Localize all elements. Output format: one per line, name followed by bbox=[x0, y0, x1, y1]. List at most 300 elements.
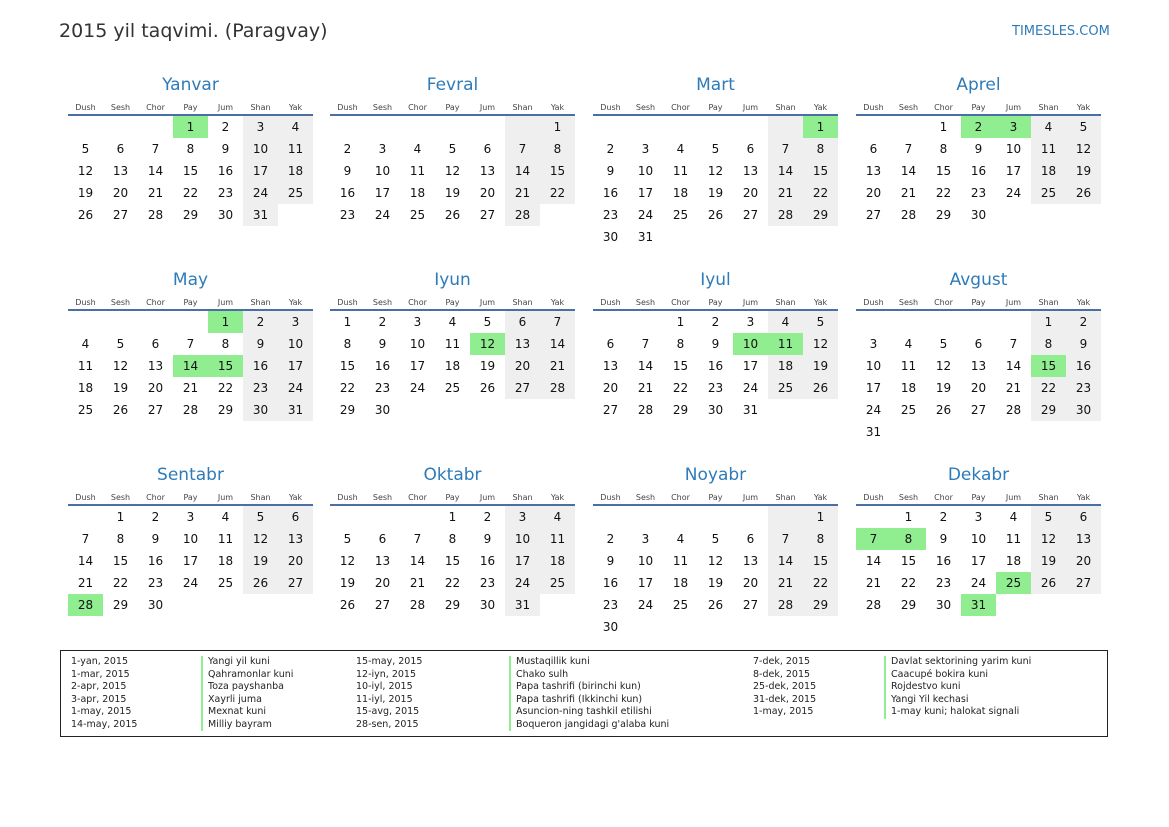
day-cell[interactable]: 14 bbox=[768, 550, 803, 572]
day-cell[interactable]: 17 bbox=[865, 381, 882, 395]
day-cell[interactable]: 30 bbox=[479, 598, 496, 612]
day-cell[interactable]: 9 bbox=[939, 532, 948, 546]
day-cell[interactable]: 1 bbox=[803, 116, 838, 138]
day-cell[interactable]: 4 bbox=[676, 142, 685, 156]
day-cell[interactable]: 19 bbox=[339, 576, 356, 590]
day-cell[interactable]: 10 bbox=[505, 528, 540, 550]
day-cell[interactable]: 20 bbox=[505, 355, 540, 377]
day-cell[interactable]: 18 bbox=[1005, 554, 1022, 568]
day-cell[interactable]: 11 bbox=[672, 164, 689, 178]
day-cell[interactable]: 13 bbox=[278, 528, 313, 550]
day-cell[interactable]: 21 bbox=[409, 576, 426, 590]
day-cell[interactable]: 3 bbox=[378, 142, 387, 156]
day-cell[interactable]: 1 bbox=[173, 116, 208, 138]
day-cell[interactable]: 2 bbox=[711, 315, 720, 329]
day-cell[interactable]: 27 bbox=[742, 208, 759, 222]
day-cell[interactable]: 24 bbox=[374, 208, 391, 222]
day-cell[interactable]: 5 bbox=[343, 532, 352, 546]
day-cell[interactable]: 6 bbox=[606, 337, 615, 351]
day-cell[interactable]: 6 bbox=[378, 532, 387, 546]
day-cell[interactable]: 12 bbox=[803, 333, 838, 355]
day-cell[interactable]: 23 bbox=[602, 208, 619, 222]
day-cell[interactable]: 28 bbox=[865, 598, 882, 612]
day-cell[interactable]: 1 bbox=[904, 510, 913, 524]
day-cell[interactable]: 1 bbox=[448, 510, 457, 524]
day-cell[interactable]: 27 bbox=[970, 403, 987, 417]
day-cell[interactable]: 21 bbox=[505, 182, 540, 204]
day-cell[interactable]: 23 bbox=[602, 598, 619, 612]
day-cell[interactable]: 19 bbox=[444, 186, 461, 200]
day-cell[interactable]: 9 bbox=[343, 164, 352, 178]
day-cell[interactable]: 20 bbox=[970, 381, 987, 395]
day-cell[interactable]: 2 bbox=[243, 311, 278, 333]
day-cell[interactable]: 25 bbox=[540, 572, 575, 594]
day-cell[interactable]: 15 bbox=[935, 164, 952, 178]
day-cell[interactable]: 16 bbox=[479, 554, 496, 568]
day-cell[interactable]: 21 bbox=[768, 182, 803, 204]
day-cell[interactable]: 25 bbox=[217, 576, 234, 590]
day-cell[interactable]: 5 bbox=[939, 337, 948, 351]
day-cell[interactable]: 6 bbox=[1066, 506, 1101, 528]
day-cell[interactable]: 16 bbox=[1066, 355, 1101, 377]
day-cell[interactable]: 17 bbox=[409, 359, 426, 373]
day-cell[interactable]: 7 bbox=[186, 337, 195, 351]
day-cell[interactable]: 13 bbox=[865, 164, 882, 178]
day-cell[interactable]: 3 bbox=[996, 116, 1031, 138]
day-cell[interactable]: 28 bbox=[182, 403, 199, 417]
day-cell[interactable]: 18 bbox=[444, 359, 461, 373]
day-cell[interactable]: 13 bbox=[970, 359, 987, 373]
day-cell[interactable]: 18 bbox=[672, 576, 689, 590]
day-cell[interactable]: 15 bbox=[444, 554, 461, 568]
day-cell[interactable]: 14 bbox=[409, 554, 426, 568]
day-cell[interactable]: 4 bbox=[768, 311, 803, 333]
day-cell[interactable]: 14 bbox=[77, 554, 94, 568]
day-cell[interactable]: 8 bbox=[891, 528, 926, 550]
day-cell[interactable]: 8 bbox=[803, 528, 838, 550]
day-cell[interactable]: 20 bbox=[602, 381, 619, 395]
day-cell[interactable]: 3 bbox=[641, 142, 650, 156]
day-cell[interactable]: 9 bbox=[378, 337, 387, 351]
day-cell[interactable]: 16 bbox=[339, 186, 356, 200]
day-cell[interactable]: 4 bbox=[904, 337, 913, 351]
day-cell[interactable]: 15 bbox=[900, 554, 917, 568]
day-cell[interactable]: 1 bbox=[1031, 311, 1066, 333]
day-cell[interactable]: 8 bbox=[676, 337, 685, 351]
day-cell[interactable]: 30 bbox=[374, 403, 391, 417]
day-cell[interactable]: 22 bbox=[112, 576, 129, 590]
day-cell[interactable]: 27 bbox=[742, 598, 759, 612]
day-cell[interactable]: 9 bbox=[1066, 333, 1101, 355]
day-cell[interactable]: 31 bbox=[742, 403, 759, 417]
day-cell[interactable]: 7 bbox=[540, 311, 575, 333]
day-cell[interactable]: 2 bbox=[939, 510, 948, 524]
day-cell[interactable]: 9 bbox=[221, 142, 230, 156]
day-cell[interactable]: 6 bbox=[869, 142, 878, 156]
day-cell[interactable]: 23 bbox=[707, 381, 724, 395]
day-cell[interactable]: 29 bbox=[444, 598, 461, 612]
day-cell[interactable]: 27 bbox=[865, 208, 882, 222]
day-cell[interactable]: 7 bbox=[904, 142, 913, 156]
day-cell[interactable]: 30 bbox=[147, 598, 164, 612]
day-cell[interactable]: 9 bbox=[974, 142, 983, 156]
day-cell[interactable]: 20 bbox=[112, 186, 129, 200]
day-cell[interactable]: 21 bbox=[865, 576, 882, 590]
day-cell[interactable]: 8 bbox=[803, 138, 838, 160]
day-cell[interactable]: 10 bbox=[865, 359, 882, 373]
day-cell[interactable]: 3 bbox=[413, 315, 422, 329]
day-cell[interactable]: 21 bbox=[540, 355, 575, 377]
day-cell[interactable]: 20 bbox=[479, 186, 496, 200]
day-cell[interactable]: 8 bbox=[448, 532, 457, 546]
day-cell[interactable]: 19 bbox=[1066, 160, 1101, 182]
day-cell[interactable]: 28 bbox=[1005, 403, 1022, 417]
day-cell[interactable]: 27 bbox=[1066, 572, 1101, 594]
day-cell[interactable]: 13 bbox=[602, 359, 619, 373]
day-cell[interactable]: 12 bbox=[1066, 138, 1101, 160]
day-cell[interactable]: 16 bbox=[217, 164, 234, 178]
day-cell[interactable]: 16 bbox=[602, 186, 619, 200]
day-cell[interactable]: 20 bbox=[147, 381, 164, 395]
day-cell[interactable]: 26 bbox=[444, 208, 461, 222]
day-cell[interactable]: 10 bbox=[637, 164, 654, 178]
day-cell[interactable]: 17 bbox=[970, 554, 987, 568]
day-cell[interactable]: 22 bbox=[672, 381, 689, 395]
day-cell[interactable]: 26 bbox=[479, 381, 496, 395]
day-cell[interactable]: 29 bbox=[803, 594, 838, 616]
day-cell[interactable]: 17 bbox=[182, 554, 199, 568]
day-cell[interactable]: 1 bbox=[116, 510, 125, 524]
day-cell[interactable]: 8 bbox=[939, 142, 948, 156]
day-cell[interactable]: 12 bbox=[1031, 528, 1066, 550]
day-cell[interactable]: 6 bbox=[278, 506, 313, 528]
day-cell[interactable]: 1 bbox=[540, 116, 575, 138]
day-cell[interactable]: 5 bbox=[243, 506, 278, 528]
day-cell[interactable]: 5 bbox=[448, 142, 457, 156]
day-cell[interactable]: 7 bbox=[505, 138, 540, 160]
day-cell[interactable]: 10 bbox=[243, 138, 278, 160]
day-cell[interactable]: 19 bbox=[77, 186, 94, 200]
day-cell[interactable]: 5 bbox=[1066, 116, 1101, 138]
day-cell[interactable]: 16 bbox=[147, 554, 164, 568]
day-cell[interactable]: 2 bbox=[1066, 311, 1101, 333]
day-cell[interactable]: 30 bbox=[243, 399, 278, 421]
day-cell[interactable]: 2 bbox=[151, 510, 160, 524]
day-cell[interactable]: 9 bbox=[606, 554, 615, 568]
site-link[interactable]: TIMESLES.COM bbox=[1012, 24, 1110, 39]
day-cell[interactable]: 25 bbox=[1031, 182, 1066, 204]
day-cell[interactable]: 19 bbox=[1031, 550, 1066, 572]
day-cell[interactable]: 23 bbox=[147, 576, 164, 590]
day-cell[interactable]: 13 bbox=[1066, 528, 1101, 550]
day-cell[interactable]: 11 bbox=[444, 337, 461, 351]
day-cell[interactable]: 16 bbox=[374, 359, 391, 373]
day-cell[interactable]: 19 bbox=[479, 359, 496, 373]
day-cell[interactable]: 17 bbox=[1005, 164, 1022, 178]
day-cell[interactable]: 21 bbox=[77, 576, 94, 590]
day-cell[interactable]: 21 bbox=[1005, 381, 1022, 395]
day-cell[interactable]: 22 bbox=[540, 182, 575, 204]
day-cell[interactable]: 12 bbox=[707, 554, 724, 568]
day-cell[interactable]: 25 bbox=[768, 377, 803, 399]
day-cell[interactable]: 29 bbox=[112, 598, 129, 612]
day-cell[interactable]: 3 bbox=[641, 532, 650, 546]
day-cell[interactable]: 18 bbox=[77, 381, 94, 395]
day-cell[interactable]: 31 bbox=[505, 594, 540, 616]
day-cell[interactable]: 6 bbox=[746, 142, 755, 156]
day-cell[interactable]: 4 bbox=[1009, 510, 1018, 524]
day-cell[interactable]: 14 bbox=[173, 355, 208, 377]
day-cell[interactable]: 15 bbox=[672, 359, 689, 373]
day-cell[interactable]: 19 bbox=[935, 381, 952, 395]
day-cell[interactable]: 28 bbox=[68, 594, 103, 616]
day-cell[interactable]: 5 bbox=[803, 311, 838, 333]
day-cell[interactable]: 31 bbox=[278, 399, 313, 421]
day-cell[interactable]: 25 bbox=[409, 208, 426, 222]
day-cell[interactable]: 26 bbox=[112, 403, 129, 417]
day-cell[interactable]: 28 bbox=[147, 208, 164, 222]
day-cell[interactable]: 12 bbox=[77, 164, 94, 178]
day-cell[interactable]: 14 bbox=[865, 554, 882, 568]
day-cell[interactable]: 8 bbox=[221, 337, 230, 351]
day-cell[interactable]: 24 bbox=[278, 377, 313, 399]
day-cell[interactable]: 11 bbox=[768, 333, 803, 355]
day-cell[interactable]: 12 bbox=[444, 164, 461, 178]
day-cell[interactable]: 1 bbox=[676, 315, 685, 329]
day-cell[interactable]: 26 bbox=[707, 598, 724, 612]
day-cell[interactable]: 22 bbox=[339, 381, 356, 395]
day-cell[interactable]: 27 bbox=[278, 572, 313, 594]
day-cell[interactable]: 8 bbox=[343, 337, 352, 351]
day-cell[interactable]: 2 bbox=[606, 142, 615, 156]
day-cell[interactable]: 19 bbox=[707, 186, 724, 200]
day-cell[interactable]: 11 bbox=[217, 532, 234, 546]
day-cell[interactable]: 25 bbox=[900, 403, 917, 417]
day-cell[interactable]: 17 bbox=[742, 359, 759, 373]
day-cell[interactable]: 17 bbox=[243, 160, 278, 182]
day-cell[interactable]: 22 bbox=[444, 576, 461, 590]
day-cell[interactable]: 3 bbox=[869, 337, 878, 351]
day-cell[interactable]: 24 bbox=[182, 576, 199, 590]
day-cell[interactable]: 18 bbox=[900, 381, 917, 395]
day-cell[interactable]: 7 bbox=[151, 142, 160, 156]
day-cell[interactable]: 24 bbox=[637, 598, 654, 612]
day-cell[interactable]: 14 bbox=[637, 359, 654, 373]
day-cell[interactable]: 4 bbox=[81, 337, 90, 351]
day-cell[interactable]: 11 bbox=[409, 164, 426, 178]
day-cell[interactable]: 5 bbox=[711, 142, 720, 156]
day-cell[interactable]: 15 bbox=[803, 160, 838, 182]
day-cell[interactable]: 12 bbox=[707, 164, 724, 178]
day-cell[interactable]: 4 bbox=[448, 315, 457, 329]
day-cell[interactable]: 22 bbox=[217, 381, 234, 395]
day-cell[interactable]: 21 bbox=[637, 381, 654, 395]
day-cell[interactable]: 16 bbox=[707, 359, 724, 373]
day-cell[interactable]: 17 bbox=[637, 186, 654, 200]
day-cell[interactable]: 30 bbox=[970, 208, 987, 222]
day-cell[interactable]: 9 bbox=[711, 337, 720, 351]
day-cell[interactable]: 1 bbox=[939, 120, 948, 134]
day-cell[interactable]: 3 bbox=[746, 315, 755, 329]
day-cell[interactable]: 22 bbox=[803, 572, 838, 594]
day-cell[interactable]: 25 bbox=[672, 598, 689, 612]
day-cell[interactable]: 10 bbox=[409, 337, 426, 351]
day-cell[interactable]: 29 bbox=[217, 403, 234, 417]
day-cell[interactable]: 16 bbox=[970, 164, 987, 178]
day-cell[interactable]: 6 bbox=[483, 142, 492, 156]
day-cell[interactable]: 1 bbox=[208, 311, 243, 333]
day-cell[interactable]: 29 bbox=[803, 204, 838, 226]
day-cell[interactable]: 19 bbox=[243, 550, 278, 572]
day-cell[interactable]: 13 bbox=[742, 554, 759, 568]
day-cell[interactable]: 18 bbox=[278, 160, 313, 182]
day-cell[interactable]: 11 bbox=[1005, 532, 1022, 546]
day-cell[interactable]: 28 bbox=[768, 204, 803, 226]
day-cell[interactable]: 28 bbox=[637, 403, 654, 417]
day-cell[interactable]: 24 bbox=[505, 572, 540, 594]
day-cell[interactable]: 31 bbox=[961, 594, 996, 616]
day-cell[interactable]: 16 bbox=[602, 576, 619, 590]
day-cell[interactable]: 28 bbox=[768, 594, 803, 616]
day-cell[interactable]: 7 bbox=[768, 138, 803, 160]
day-cell[interactable]: 27 bbox=[112, 208, 129, 222]
day-cell[interactable]: 6 bbox=[116, 142, 125, 156]
day-cell[interactable]: 23 bbox=[243, 377, 278, 399]
day-cell[interactable]: 24 bbox=[1005, 186, 1022, 200]
day-cell[interactable]: 24 bbox=[742, 381, 759, 395]
day-cell[interactable]: 5 bbox=[116, 337, 125, 351]
day-cell[interactable]: 24 bbox=[970, 576, 987, 590]
day-cell[interactable]: 2 bbox=[221, 120, 230, 134]
day-cell[interactable]: 20 bbox=[742, 186, 759, 200]
day-cell[interactable]: 8 bbox=[116, 532, 125, 546]
day-cell[interactable]: 5 bbox=[1031, 506, 1066, 528]
day-cell[interactable]: 23 bbox=[479, 576, 496, 590]
day-cell[interactable]: 15 bbox=[540, 160, 575, 182]
day-cell[interactable]: 10 bbox=[970, 532, 987, 546]
day-cell[interactable]: 24 bbox=[243, 182, 278, 204]
day-cell[interactable]: 28 bbox=[540, 377, 575, 399]
day-cell[interactable]: 2 bbox=[378, 315, 387, 329]
day-cell[interactable]: 27 bbox=[374, 598, 391, 612]
day-cell[interactable]: 22 bbox=[900, 576, 917, 590]
day-cell[interactable]: 20 bbox=[742, 576, 759, 590]
day-cell[interactable]: 2 bbox=[483, 510, 492, 524]
day-cell[interactable]: 25 bbox=[672, 208, 689, 222]
day-cell[interactable]: 7 bbox=[413, 532, 422, 546]
day-cell[interactable]: 31 bbox=[637, 230, 654, 244]
day-cell[interactable]: 25 bbox=[278, 182, 313, 204]
day-cell[interactable]: 7 bbox=[1009, 337, 1018, 351]
day-cell[interactable]: 23 bbox=[970, 186, 987, 200]
day-cell[interactable]: 4 bbox=[540, 506, 575, 528]
day-cell[interactable]: 12 bbox=[935, 359, 952, 373]
day-cell[interactable]: 10 bbox=[278, 333, 313, 355]
day-cell[interactable]: 27 bbox=[505, 377, 540, 399]
day-cell[interactable]: 23 bbox=[217, 186, 234, 200]
day-cell[interactable]: 9 bbox=[243, 333, 278, 355]
day-cell[interactable]: 15 bbox=[803, 550, 838, 572]
day-cell[interactable]: 12 bbox=[243, 528, 278, 550]
day-cell[interactable]: 18 bbox=[217, 554, 234, 568]
day-cell[interactable]: 20 bbox=[278, 550, 313, 572]
day-cell[interactable]: 18 bbox=[1031, 160, 1066, 182]
day-cell[interactable]: 9 bbox=[151, 532, 160, 546]
day-cell[interactable]: 15 bbox=[339, 359, 356, 373]
day-cell[interactable]: 28 bbox=[505, 204, 540, 226]
day-cell[interactable]: 17 bbox=[374, 186, 391, 200]
day-cell[interactable]: 12 bbox=[339, 554, 356, 568]
day-cell[interactable]: 14 bbox=[147, 164, 164, 178]
day-cell[interactable]: 7 bbox=[641, 337, 650, 351]
day-cell[interactable]: 22 bbox=[1031, 377, 1066, 399]
day-cell[interactable]: 5 bbox=[711, 532, 720, 546]
day-cell[interactable]: 16 bbox=[243, 355, 278, 377]
day-cell[interactable]: 28 bbox=[409, 598, 426, 612]
day-cell[interactable]: 20 bbox=[865, 186, 882, 200]
day-cell[interactable]: 14 bbox=[505, 160, 540, 182]
day-cell[interactable]: 26 bbox=[707, 208, 724, 222]
day-cell[interactable]: 15 bbox=[112, 554, 129, 568]
day-cell[interactable]: 25 bbox=[77, 403, 94, 417]
day-cell[interactable]: 31 bbox=[865, 425, 882, 439]
day-cell[interactable]: 6 bbox=[974, 337, 983, 351]
day-cell[interactable]: 29 bbox=[935, 208, 952, 222]
day-cell[interactable]: 25 bbox=[996, 572, 1031, 594]
day-cell[interactable]: 26 bbox=[1031, 572, 1066, 594]
day-cell[interactable]: 12 bbox=[112, 359, 129, 373]
day-cell[interactable]: 8 bbox=[1031, 333, 1066, 355]
day-cell[interactable]: 30 bbox=[602, 230, 619, 244]
day-cell[interactable]: 26 bbox=[1066, 182, 1101, 204]
day-cell[interactable]: 23 bbox=[935, 576, 952, 590]
day-cell[interactable]: 28 bbox=[900, 208, 917, 222]
day-cell[interactable]: 7 bbox=[856, 528, 891, 550]
day-cell[interactable]: 26 bbox=[243, 572, 278, 594]
day-cell[interactable]: 10 bbox=[1005, 142, 1022, 156]
day-cell[interactable]: 2 bbox=[606, 532, 615, 546]
day-cell[interactable]: 26 bbox=[803, 377, 838, 399]
day-cell[interactable]: 13 bbox=[112, 164, 129, 178]
day-cell[interactable]: 26 bbox=[935, 403, 952, 417]
day-cell[interactable]: 21 bbox=[147, 186, 164, 200]
day-cell[interactable]: 7 bbox=[81, 532, 90, 546]
day-cell[interactable]: 20 bbox=[1066, 550, 1101, 572]
day-cell[interactable]: 4 bbox=[221, 510, 230, 524]
day-cell[interactable]: 26 bbox=[77, 208, 94, 222]
day-cell[interactable]: 3 bbox=[186, 510, 195, 524]
day-cell[interactable]: 13 bbox=[479, 164, 496, 178]
day-cell[interactable]: 4 bbox=[278, 116, 313, 138]
day-cell[interactable]: 21 bbox=[768, 572, 803, 594]
day-cell[interactable]: 18 bbox=[540, 550, 575, 572]
day-cell[interactable]: 21 bbox=[182, 381, 199, 395]
day-cell[interactable]: 21 bbox=[900, 186, 917, 200]
day-cell[interactable]: 7 bbox=[768, 528, 803, 550]
day-cell[interactable]: 10 bbox=[182, 532, 199, 546]
day-cell[interactable]: 11 bbox=[672, 554, 689, 568]
day-cell[interactable]: 30 bbox=[217, 208, 234, 222]
day-cell[interactable]: 3 bbox=[974, 510, 983, 524]
day-cell[interactable]: 23 bbox=[1066, 377, 1101, 399]
day-cell[interactable]: 24 bbox=[409, 381, 426, 395]
day-cell[interactable]: 11 bbox=[540, 528, 575, 550]
day-cell[interactable]: 9 bbox=[606, 164, 615, 178]
day-cell[interactable]: 18 bbox=[768, 355, 803, 377]
day-cell[interactable]: 27 bbox=[479, 208, 496, 222]
day-cell[interactable]: 2 bbox=[343, 142, 352, 156]
day-cell[interactable]: 25 bbox=[444, 381, 461, 395]
